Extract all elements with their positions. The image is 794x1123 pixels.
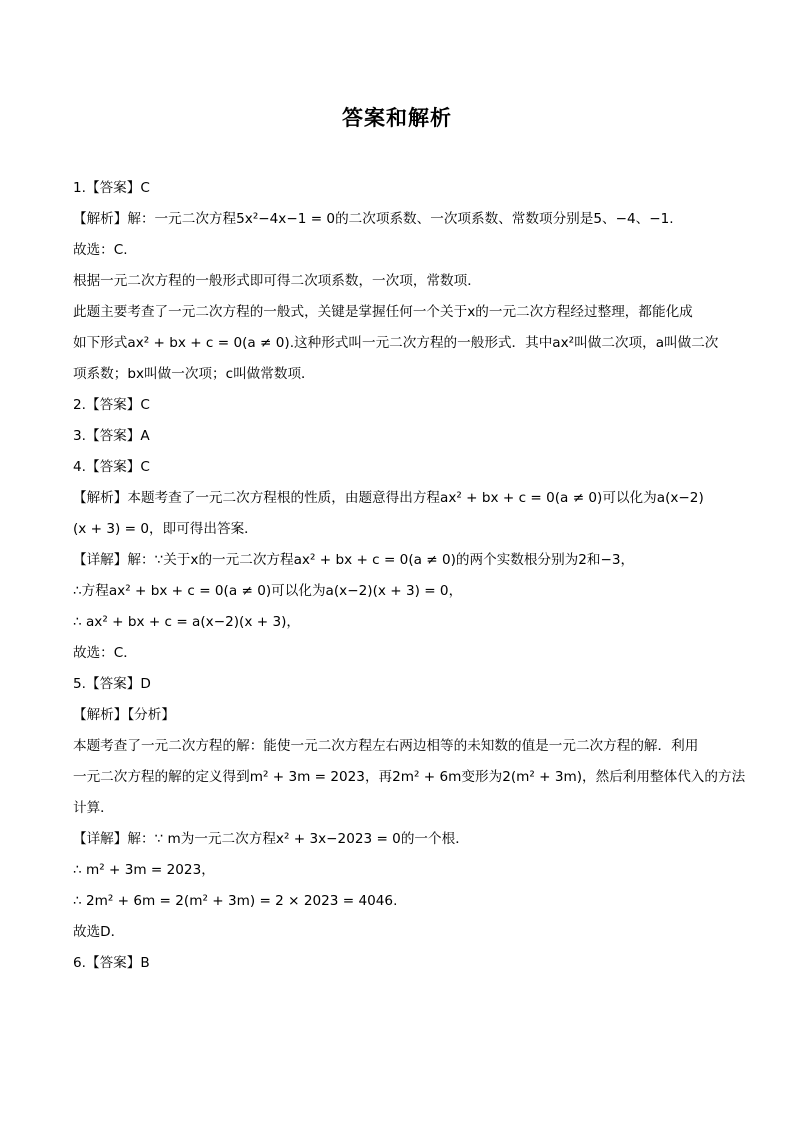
choice-1: 故选：C.: [73, 242, 128, 258]
choice-5: 故选D．: [73, 924, 125, 940]
detail-4-line-3: ∴ ax² + bx + c = a(x−2)(x + 3)，: [73, 614, 300, 630]
explanation-1-detail-1: 此题主要考查了一元二次方程的一般式，关键是掌握任何一个关于x的一元二次方程经过整理，都能化成: [73, 304, 693, 320]
detail-5-line-3: ∴ 2m² + 6m = 2(m² + 3m) = 2 × 2023 = 4046.: [73, 893, 398, 909]
analysis-5-line-2: 一元二次方程的解的定义得到m² + 3m = 2023，再2m² + 6m变形为2(m² + 3m)，然后利用整体代入的方法: [73, 769, 746, 785]
answer-content: [73, 173, 746, 979]
answer-6-label: 6.【答案】B: [73, 955, 150, 971]
detail-4-line-1: 【详解】解：∵关于x的一元二次方程ax² + bx + c = 0(a ≠ 0)的两个实数根分别为2和−3，: [73, 552, 635, 568]
detail-4-line-2: ∴方程ax² + bx + c = 0(a ≠ 0)可以化为a(x−2)(x + 3) = 0，: [73, 583, 463, 599]
answer-4-label: 4.【答案】C: [73, 459, 150, 475]
analysis-1: 【解析】解：一元二次方程5x²−4x−1 = 0的二次项系数、一次项系数、常数项分别是5、−4、−1.: [73, 211, 674, 227]
analysis-4-line-2: (x + 3) = 0，即可得出答案．: [73, 521, 258, 537]
analysis-4-line-1: 【解析】本题考查了一元二次方程根的性质，由题意得出方程ax² + bx + c = 0(a ≠ 0)可以化为a(x−2): [73, 490, 704, 506]
answer-3-label: 3.【答案】A: [73, 428, 150, 444]
analysis-5-line-3: 计算．: [73, 800, 114, 816]
explanation-1-detail-3: 项系数；bx叫做一次项；c叫做常数项．: [73, 366, 315, 382]
detail-5-line-1: 【详解】解：∵ m为一元二次方程x² + 3x−2023 = 0的一个根．: [73, 831, 469, 847]
answer-2-label: 2.【答案】C: [73, 397, 150, 413]
analysis-5-line-1: 本题考查了一元二次方程的解：能使一元二次方程左右两边相等的未知数的值是一元二次方程的解．利用: [73, 738, 699, 754]
page-title: 答案和解析: [342, 106, 452, 130]
analysis-5-header: 【解析】【分析】: [73, 707, 175, 723]
explanation-1: 根据一元二次方程的一般形式即可得二次项系数，一次项，常数项．: [73, 273, 481, 289]
answer-5-label: 5.【答案】D: [73, 676, 151, 692]
explanation-1-detail-2: 如下形式ax² + bx + c = 0(a ≠ 0).这种形式叫一元二次方程的一般形式．其中ax²叫做二次项，a叫做二次: [73, 335, 719, 351]
detail-5-line-2: ∴ m² + 3m = 2023，: [73, 862, 215, 878]
choice-4: 故选：C．: [73, 645, 137, 661]
answer-1-label: 1.【答案】C: [73, 180, 150, 196]
